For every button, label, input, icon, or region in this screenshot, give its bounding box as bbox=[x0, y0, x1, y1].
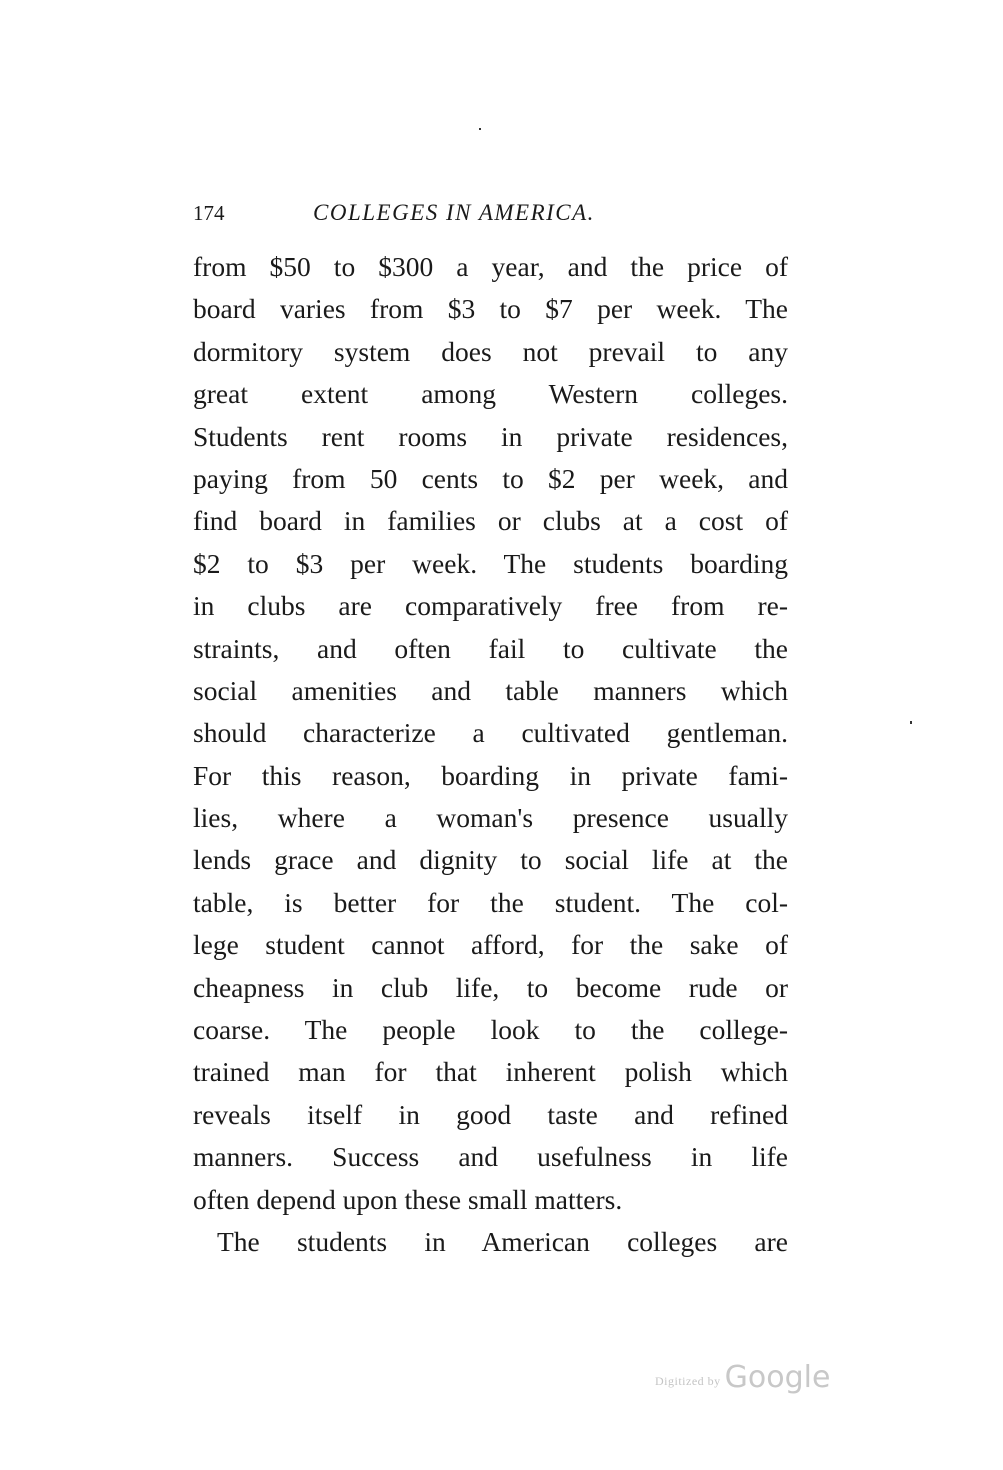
text-line: from $50 to $300 a year, and the price of bbox=[193, 251, 788, 282]
text-line: Students rent rooms in private residences, bbox=[193, 420, 788, 452]
running-title: COLLEGES IN AMERICA. bbox=[313, 200, 595, 225]
text-line: paying from 50 cents to $2 per week, and bbox=[193, 462, 788, 494]
text-line: board varies from $3 to $7 per week. The bbox=[193, 293, 788, 325]
watermark-prefix: Digitized by bbox=[655, 1374, 721, 1388]
text-line: find board in families or clubs at a cost of bbox=[193, 505, 788, 537]
text-line-paragraph-end: often depend upon these small matters. bbox=[193, 1183, 623, 1215]
text-line: straints, and often fail to cultivate the bbox=[193, 632, 788, 664]
text-line: reveals itself in good taste and refined bbox=[193, 1098, 788, 1130]
text-line: lends grace and dignity to social life at the bbox=[193, 844, 788, 876]
text-line: dormitory system does not prevail to any bbox=[193, 335, 788, 367]
text-line: table, is better for the student. The col- bbox=[193, 886, 788, 918]
text-line: manners. Success and usefulness in life bbox=[193, 1141, 788, 1173]
text-line: lies, where a woman's presence usually bbox=[193, 802, 788, 834]
scan-speck bbox=[479, 128, 481, 130]
text-line: coarse. The people look to the college- bbox=[193, 1014, 788, 1046]
google-logo-text: Google bbox=[724, 1360, 831, 1395]
text-line: should characterize a cultivated gentleman. bbox=[193, 717, 788, 749]
running-head bbox=[193, 196, 793, 230]
text-line: For this reason, boarding in private fami- bbox=[193, 759, 788, 791]
scan-speck bbox=[910, 721, 912, 724]
page-number: 174 bbox=[193, 201, 225, 225]
text-line: $2 to $3 per week. The students boarding bbox=[193, 547, 788, 579]
text-line: great extent among Western colleges. bbox=[193, 378, 788, 410]
text-line: lege student cannot afford, for the sake of bbox=[193, 929, 788, 961]
digitized-by-google-watermark bbox=[655, 1360, 830, 1400]
text-line: social amenities and table manners which bbox=[193, 674, 788, 706]
text-line: trained man for that inherent polish which bbox=[193, 1056, 788, 1088]
body-text bbox=[193, 246, 788, 1263]
text-line: cheapness in club life, to become rude or bbox=[193, 971, 788, 1003]
text-line-paragraph-start: The students in American colleges are bbox=[217, 1225, 788, 1257]
text-line: in clubs are comparatively free from re- bbox=[193, 590, 788, 622]
